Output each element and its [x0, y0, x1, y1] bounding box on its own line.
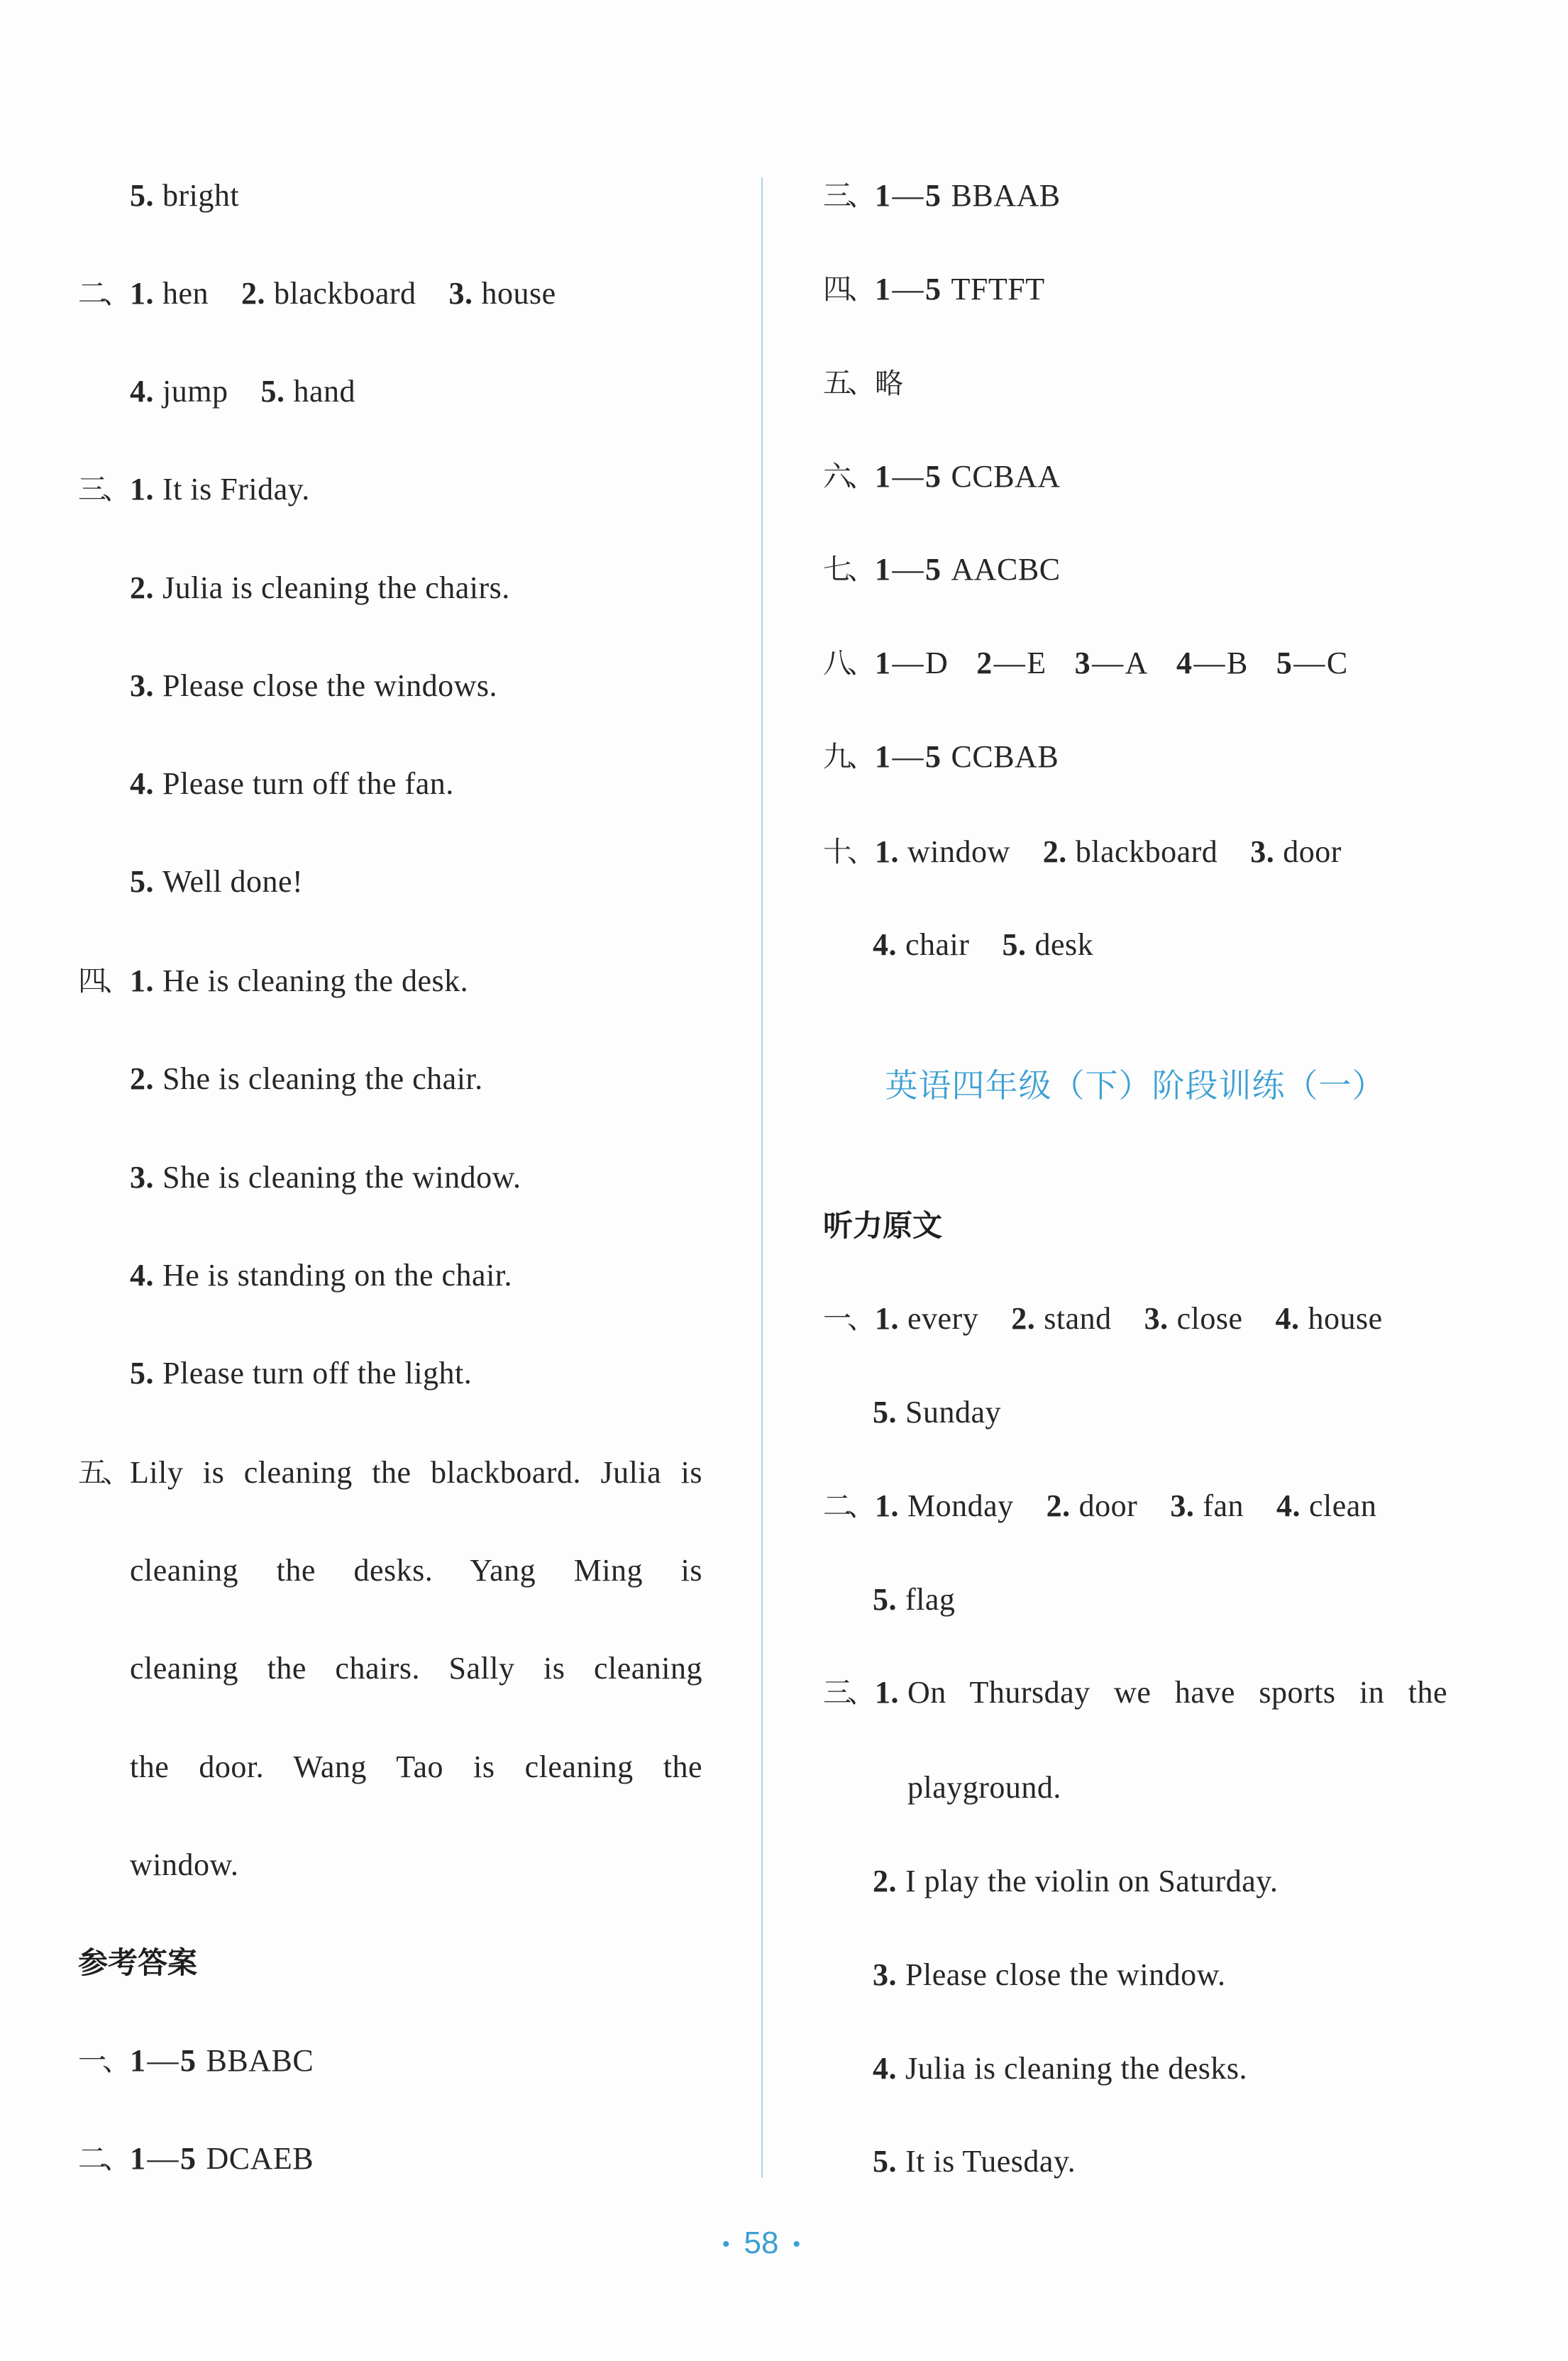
answer-letters: CCBAB: [951, 739, 1059, 774]
page-number: [690, 2225, 832, 2263]
pair-separator: —: [993, 646, 1026, 680]
section-marker: 六、: [823, 460, 871, 493]
item-number: 3.: [448, 276, 473, 311]
item-text: door: [1283, 834, 1342, 869]
range-end: 5: [180, 2141, 197, 2176]
item-text: Well done!: [162, 864, 304, 899]
answer-line: [873, 1863, 1278, 1900]
item-text: fan: [1203, 1488, 1244, 1523]
section-marker: 五、: [78, 1456, 126, 1489]
range-start: 1: [130, 2043, 146, 2078]
paragraph-line: cleaning the desks. Yang Ming is: [130, 1553, 702, 1588]
match-pair: [1176, 646, 1248, 680]
answer-row: [78, 2140, 314, 2177]
answer-item: [449, 276, 556, 311]
answer-row: [823, 458, 1061, 495]
item-text: window: [907, 834, 1010, 869]
item-text: Please turn off the light.: [162, 1356, 473, 1390]
answer-row: [823, 551, 1061, 588]
answer-item: [1170, 1488, 1244, 1523]
pair-number: 2: [976, 646, 993, 680]
item-number: 1.: [875, 1301, 899, 1336]
section-marker: 九、: [823, 741, 871, 773]
range-start: 1: [875, 272, 891, 306]
item-number: 1.: [130, 276, 154, 311]
item-text: house: [1308, 1301, 1383, 1336]
item-text: Monday: [907, 1488, 1014, 1523]
page-number-bullet-left: •: [722, 2233, 730, 2257]
item-text-continued: playground.: [907, 1770, 1061, 1805]
answer-item: [1276, 1488, 1376, 1523]
answer-item: [1047, 1488, 1138, 1523]
answer-line: [130, 1355, 472, 1392]
answer-line: [78, 471, 310, 508]
answer-letters: DCAEB: [206, 2141, 314, 2176]
answer-line: [130, 1061, 483, 1097]
section-marker: 一、: [78, 2045, 126, 2077]
item-number: 2.: [1011, 1301, 1036, 1336]
item-text: clean: [1309, 1488, 1377, 1523]
answer-line: [823, 1674, 1447, 1711]
answer-row: [823, 739, 1059, 775]
item-text: Please turn off the fan.: [162, 766, 454, 801]
range-start: 1: [875, 178, 891, 213]
item-number: 3.: [1250, 834, 1275, 869]
answer-letters: CCBAA: [951, 459, 1061, 494]
item-number: 3.: [1144, 1301, 1169, 1336]
item-text: stand: [1044, 1301, 1112, 1336]
item-number: 3.: [130, 1160, 154, 1195]
item-text: Sunday: [905, 1395, 1001, 1430]
item-text: On Thursday we have sports in the: [907, 1675, 1447, 1710]
answer-line: [823, 1488, 1376, 1525]
pair-letter: D: [925, 646, 949, 680]
item-number: 3.: [1170, 1488, 1195, 1523]
paragraph-text: Lily is cleaning the blackboard. Julia is: [130, 1455, 702, 1490]
answer-letters: TFTFT: [951, 272, 1045, 306]
item-number: 5.: [130, 1356, 154, 1390]
pair-number: 4: [1176, 646, 1193, 680]
item-number: 5.: [130, 864, 154, 899]
item-number: 4.: [873, 927, 897, 962]
pair-number: 1: [875, 646, 891, 680]
item-number: 1.: [875, 1488, 899, 1523]
item-number: 5.: [873, 1582, 897, 1617]
answer-letters: AACBC: [951, 552, 1061, 587]
item-number: 1.: [875, 834, 899, 869]
item-text: chair: [905, 927, 970, 962]
pair-letter: A: [1125, 646, 1148, 680]
item-number: 5.: [1002, 927, 1027, 962]
item-text: hen: [162, 276, 209, 311]
answer-line: [130, 1257, 512, 1294]
range-end: 5: [925, 739, 942, 774]
item-number: 3.: [130, 668, 154, 703]
answer-row: [78, 2042, 314, 2079]
section-marker: 七、: [823, 553, 871, 586]
answer-text: 略: [875, 367, 904, 400]
item-text: I play the violin on Saturday.: [905, 1864, 1279, 1898]
answer-line: [130, 765, 454, 802]
item-text: jump: [162, 374, 228, 409]
item-text: She is cleaning the chair.: [162, 1061, 483, 1096]
pair-separator: —: [1293, 646, 1325, 680]
section-marker: 八、: [823, 647, 871, 680]
item-number: 1.: [875, 1675, 899, 1710]
answer-item: [1276, 1301, 1383, 1336]
section-marker: 一、: [823, 1303, 871, 1335]
answer-line: [873, 2143, 1076, 2180]
answer-line: [130, 373, 355, 410]
section-marker: 四、: [78, 965, 126, 997]
section-title: 英语四年级（下）阶段训练（一）: [885, 1066, 1386, 1105]
item-number: 5.: [130, 178, 154, 213]
answer-line: [78, 963, 468, 1000]
section-marker: 三、: [823, 179, 871, 212]
answers-heading: 参考答案: [78, 1945, 198, 1980]
pair-number: 3: [1074, 646, 1091, 680]
pair-separator: —: [892, 646, 924, 680]
item-text: Please close the window.: [905, 1957, 1226, 1992]
answer-item: [130, 276, 209, 311]
answer-item: [1144, 1301, 1243, 1336]
page-number-bullet-right: •: [793, 2233, 800, 2257]
pair-number: 5: [1276, 646, 1293, 680]
item-text: flag: [905, 1582, 956, 1617]
listening-heading: 听力原文: [823, 1208, 943, 1243]
range-separator: —: [892, 178, 924, 213]
item-text: Julia is cleaning the chairs.: [162, 570, 510, 605]
answer-item: [130, 374, 228, 409]
item-text: bright: [162, 178, 240, 213]
item-number: 1.: [130, 472, 154, 507]
answer-line: [823, 834, 1342, 870]
pair-letter: B: [1226, 646, 1248, 680]
item-text: She is cleaning the window.: [162, 1160, 521, 1195]
range-end: 5: [925, 459, 942, 494]
item-number: 5.: [873, 2144, 897, 2179]
answer-line: [130, 177, 239, 214]
match-pair: [976, 646, 1046, 680]
item-text: house: [481, 276, 556, 311]
match-pair: [1075, 646, 1148, 680]
item-number: 4.: [873, 2051, 897, 2086]
answer-letters: BBAAB: [951, 178, 1061, 213]
item-text: Julia is cleaning the desks.: [905, 2051, 1248, 2086]
section-marker: 二、: [823, 1490, 871, 1522]
match-pair: [1276, 646, 1348, 680]
answer-item: [1250, 834, 1342, 869]
range-end: 5: [180, 2043, 197, 2078]
section-marker: 三、: [823, 1676, 871, 1709]
item-number: 2.: [1046, 1488, 1071, 1523]
answer-item: [875, 1301, 978, 1336]
item-number: 5.: [260, 374, 285, 409]
item-number: 4.: [130, 1258, 154, 1293]
answer-line: [78, 275, 556, 312]
answer-line: [130, 668, 497, 704]
paragraph-line: the door. Wang Tao is cleaning the: [130, 1749, 702, 1784]
range-separator: —: [892, 739, 924, 774]
answer-row: [823, 645, 1348, 682]
answer-line: [823, 1300, 1383, 1337]
answer-item: [241, 276, 416, 311]
item-text: It is Friday.: [162, 472, 310, 507]
answer-item: [875, 1488, 1014, 1523]
item-text: hand: [293, 374, 355, 409]
item-number: 2.: [130, 1061, 154, 1096]
column-divider: [761, 177, 763, 2178]
answer-line: [130, 863, 303, 900]
answer-item: [260, 374, 355, 409]
item-number: 2.: [1042, 834, 1067, 869]
section-marker: 三、: [78, 473, 126, 506]
pair-separator: —: [1193, 646, 1225, 680]
range-start: 1: [130, 2141, 146, 2176]
answer-line: [130, 570, 510, 607]
answer-line: [873, 1957, 1225, 1994]
answer-letters: BBABC: [206, 2043, 314, 2078]
paragraph-line: window.: [130, 1847, 239, 1882]
item-text: He is standing on the chair.: [162, 1258, 513, 1293]
answer-line: [873, 1394, 1001, 1431]
item-number: 4.: [1276, 1488, 1301, 1523]
range-separator: —: [147, 2141, 179, 2176]
range-end: 5: [925, 178, 942, 213]
answer-line: [130, 1159, 521, 1196]
answer-item: [875, 834, 1010, 869]
answer-line: [873, 2050, 1247, 2087]
answer-item: [1011, 1301, 1111, 1336]
answer-item: [1043, 834, 1218, 869]
answer-line: [873, 1581, 955, 1618]
answer-row: [823, 271, 1045, 308]
range-start: 1: [875, 459, 891, 494]
match-pair: [875, 646, 948, 680]
item-number: 2.: [873, 1864, 897, 1898]
section-marker: 五、: [823, 367, 871, 399]
item-number: 4.: [130, 766, 154, 801]
item-number: 1.: [130, 963, 154, 998]
range-separator: —: [892, 272, 924, 306]
range-separator: —: [892, 552, 924, 587]
item-text: every: [907, 1301, 979, 1336]
item-text: door: [1078, 1488, 1138, 1523]
item-number: 2.: [241, 276, 266, 311]
page-number-value: 58: [744, 2225, 779, 2260]
item-text: close: [1176, 1301, 1243, 1336]
item-text: He is cleaning the desk.: [162, 963, 469, 998]
range-start: 1: [875, 552, 891, 587]
range-separator: —: [892, 459, 924, 494]
pair-letter: E: [1027, 646, 1047, 680]
item-text: It is Tuesday.: [905, 2144, 1076, 2179]
item-text: desk: [1034, 927, 1094, 962]
range-separator: —: [147, 2043, 179, 2078]
section-marker: 二、: [78, 277, 126, 310]
range-start: 1: [875, 739, 891, 774]
section-marker: 二、: [78, 2142, 126, 2175]
range-end: 5: [925, 552, 942, 587]
range-end: 5: [925, 272, 942, 306]
item-text: blackboard: [274, 276, 416, 311]
section-marker: 四、: [823, 273, 871, 306]
paragraph-line: cleaning the chairs. Sally is cleaning: [130, 1651, 702, 1686]
item-text: Please close the windows.: [162, 668, 497, 703]
item-number: 2.: [130, 570, 154, 605]
pair-separator: —: [1092, 646, 1124, 680]
answer-line: [873, 927, 1093, 963]
section-marker: 十、: [823, 836, 871, 868]
item-text: blackboard: [1075, 834, 1218, 869]
item-number: 4.: [1275, 1301, 1300, 1336]
item-number: 5.: [873, 1395, 897, 1430]
answer-item: [1002, 927, 1093, 962]
item-number: 3.: [873, 1957, 897, 1992]
answer-row: [823, 365, 904, 402]
item-number: 4.: [130, 374, 154, 409]
answer-item: [873, 927, 969, 962]
pair-letter: C: [1326, 646, 1348, 680]
answer-row: [823, 177, 1061, 214]
paragraph-line: [78, 1454, 702, 1491]
